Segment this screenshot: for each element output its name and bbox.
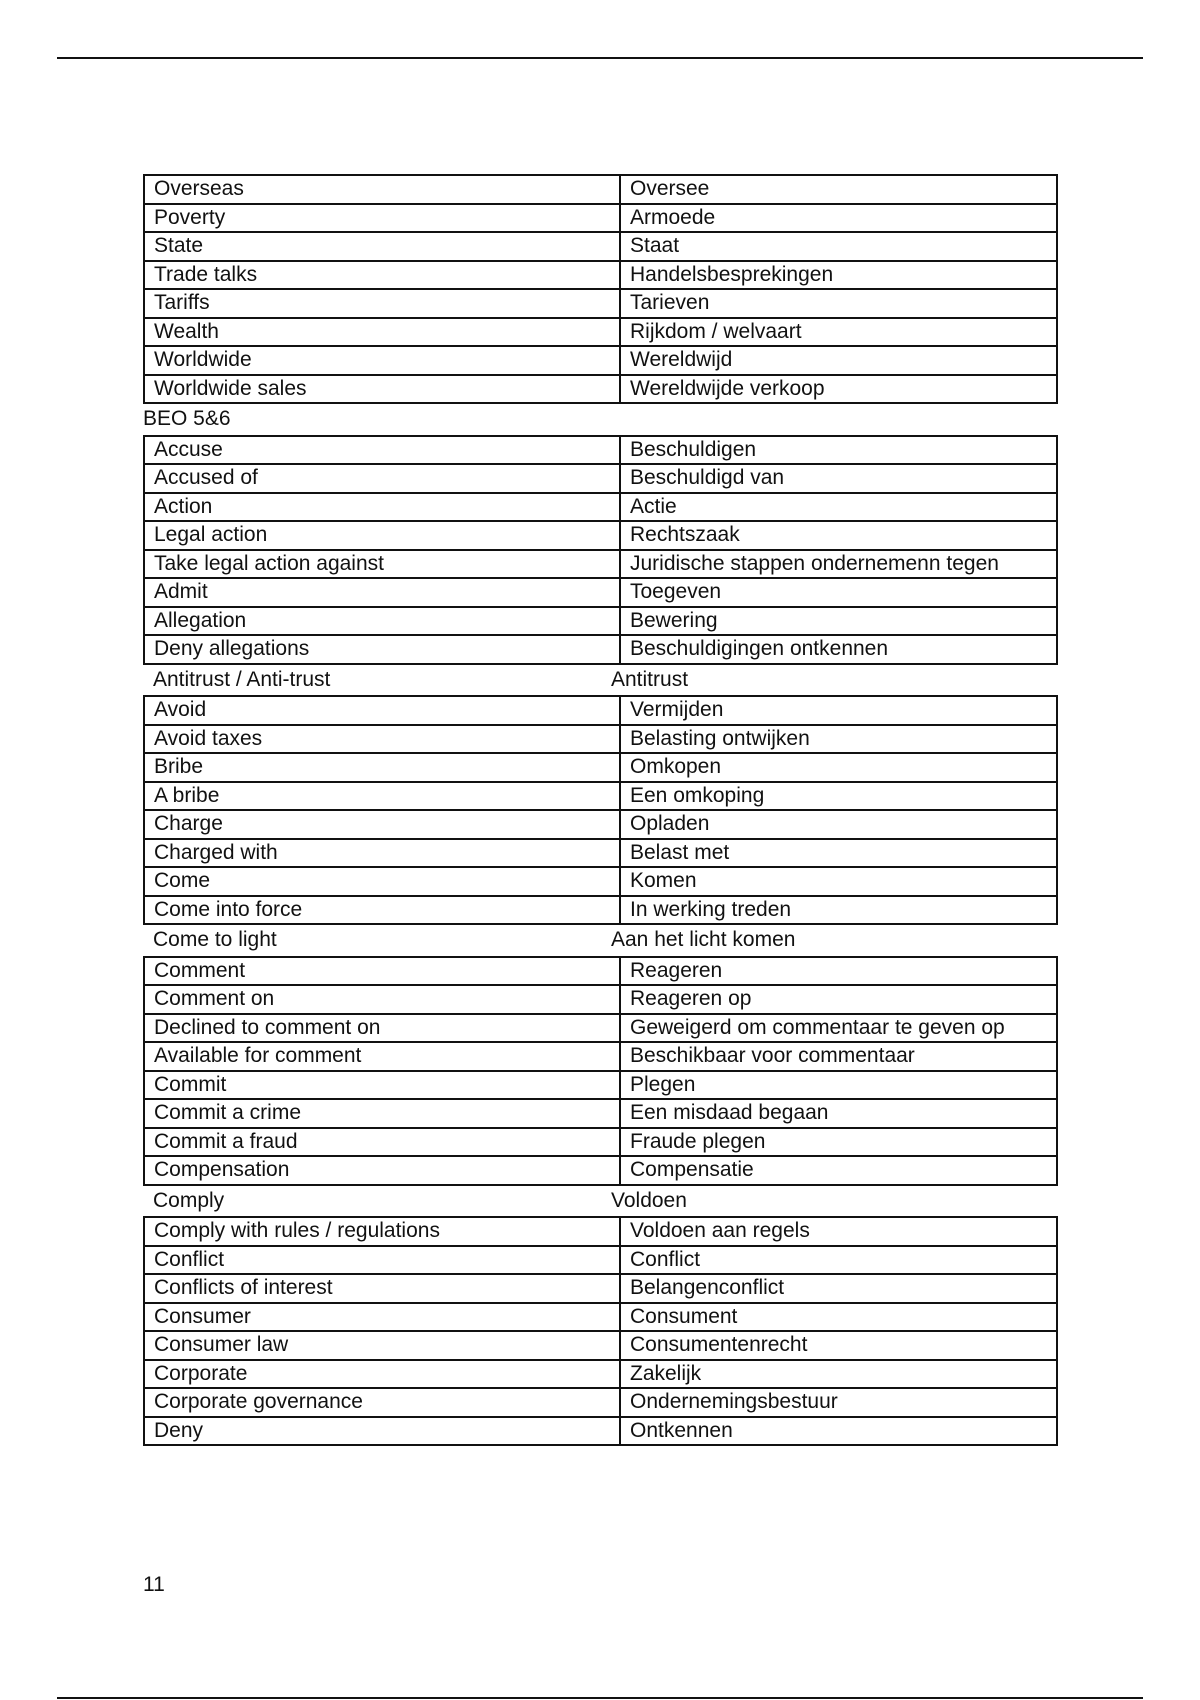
dutch-translation: Rijkdom / welvaart	[620, 318, 1057, 347]
dutch-translation: Belangenconflict	[620, 1274, 1057, 1303]
dutch-translation: Beschuldigingen ontkennen	[620, 635, 1057, 664]
dutch-translation: Antitrust	[611, 667, 689, 691]
dutch-translation: Een omkoping	[620, 782, 1057, 811]
dutch-translation: Tarieven	[620, 289, 1057, 318]
vocabulary-table	[143, 1216, 1058, 1446]
table-row	[144, 1331, 1057, 1360]
dutch-translation: Beschikbaar voor commentaar	[620, 1042, 1057, 1071]
table-row	[144, 839, 1057, 868]
table-row	[144, 204, 1057, 233]
english-term: Admit	[144, 578, 620, 607]
english-term: Deny allegations	[144, 635, 620, 664]
english-term: Come to light	[153, 928, 277, 951]
dutch-translation: Reageren op	[620, 985, 1057, 1014]
dutch-translation: Zakelijk	[620, 1360, 1057, 1389]
table-row	[144, 1128, 1057, 1157]
english-term: Avoid taxes	[144, 725, 620, 754]
table-row	[144, 635, 1057, 664]
table-row	[144, 1417, 1057, 1446]
dutch-translation: Toegeven	[620, 578, 1057, 607]
dutch-translation: Compensatie	[620, 1156, 1057, 1185]
english-term: Available for comment	[144, 1042, 620, 1071]
english-term: Come	[144, 867, 620, 896]
dutch-translation: Vermijden	[620, 696, 1057, 725]
english-term: Action	[144, 493, 620, 522]
english-term: Commit a crime	[144, 1099, 620, 1128]
table-row	[144, 753, 1057, 782]
table-row	[144, 578, 1057, 607]
english-term: Accuse	[144, 436, 620, 465]
table-row	[144, 896, 1057, 925]
english-term: Compensation	[144, 1156, 620, 1185]
english-term: Charged with	[144, 839, 620, 868]
table-row	[144, 261, 1057, 290]
table-row	[144, 464, 1057, 493]
table-row	[144, 1217, 1057, 1246]
dutch-translation: Consumentenrecht	[620, 1331, 1057, 1360]
english-term: Consumer law	[144, 1331, 620, 1360]
dutch-translation: Conflict	[620, 1246, 1057, 1275]
english-term: Comment on	[144, 985, 620, 1014]
table-row	[144, 867, 1057, 896]
dutch-translation: Fraude plegen	[620, 1128, 1057, 1157]
vocabulary-table	[143, 956, 1058, 1186]
table-row	[144, 782, 1057, 811]
dutch-translation: Actie	[620, 493, 1057, 522]
vocabulary-table	[143, 695, 1058, 925]
table-row	[144, 1360, 1057, 1389]
dutch-translation: Beschuldigen	[620, 436, 1057, 465]
table-row	[144, 346, 1057, 375]
table-row	[144, 1071, 1057, 1100]
footer-rule	[57, 1697, 1143, 1699]
dutch-translation: Aan het licht komen	[611, 928, 796, 951]
english-term: Allegation	[144, 607, 620, 636]
english-term: Overseas	[144, 175, 620, 204]
english-term: Commit	[144, 1071, 620, 1100]
table-row	[144, 1388, 1057, 1417]
dutch-translation: Ondernemingsbestuur	[620, 1388, 1057, 1417]
english-term: A bribe	[144, 782, 620, 811]
table-row	[144, 521, 1057, 550]
dutch-translation: Komen	[620, 867, 1057, 896]
vocabulary-table	[143, 174, 1058, 404]
table-row	[144, 175, 1057, 204]
table-row	[144, 1274, 1057, 1303]
table-row	[144, 957, 1057, 986]
english-term: State	[144, 232, 620, 261]
dutch-translation: Staat	[620, 232, 1057, 261]
table-row	[144, 289, 1057, 318]
dutch-translation: Wereldwijd	[620, 346, 1057, 375]
table-row	[144, 810, 1057, 839]
dutch-translation: Reageren	[620, 957, 1057, 986]
vocabulary-list	[143, 174, 1058, 1446]
dutch-translation: Beschuldigd van	[620, 464, 1057, 493]
english-term: Corporate governance	[144, 1388, 620, 1417]
dutch-translation: Rechtszaak	[620, 521, 1057, 550]
unboxed-row	[143, 925, 1058, 956]
english-term: Take legal action against	[144, 550, 620, 579]
dutch-translation: Voldoen	[611, 1188, 687, 1212]
english-term: Tariffs	[144, 289, 620, 318]
header-rule	[57, 57, 1143, 59]
english-term: Come into force	[144, 896, 620, 925]
english-term: Corporate	[144, 1360, 620, 1389]
table-row	[144, 1099, 1057, 1128]
dutch-translation: Belasting ontwijken	[620, 725, 1057, 754]
dutch-translation: Voldoen aan regels	[620, 1217, 1057, 1246]
table-row	[144, 1014, 1057, 1043]
section-heading	[143, 404, 1058, 435]
dutch-translation: Handelsbesprekingen	[620, 261, 1057, 290]
english-term: Conflict	[144, 1246, 620, 1275]
english-term: Consumer	[144, 1303, 620, 1332]
dutch-translation: Oversee	[620, 175, 1057, 204]
unboxed-row	[143, 1186, 1058, 1217]
dutch-translation: Omkopen	[620, 753, 1057, 782]
dutch-translation: Ontkennen	[620, 1417, 1057, 1446]
english-term: Avoid	[144, 696, 620, 725]
table-row	[144, 232, 1057, 261]
table-row	[144, 1246, 1057, 1275]
english-term: Commit a fraud	[144, 1128, 620, 1157]
table-row	[144, 318, 1057, 347]
dutch-translation: Belast met	[620, 839, 1057, 868]
table-row	[144, 375, 1057, 404]
dutch-translation: In werking treden	[620, 896, 1057, 925]
english-term: Declined to comment on	[144, 1014, 620, 1043]
english-term: Legal action	[144, 521, 620, 550]
english-term: Poverty	[144, 204, 620, 233]
english-term: Wealth	[144, 318, 620, 347]
dutch-translation: Plegen	[620, 1071, 1057, 1100]
english-term: Trade talks	[144, 261, 620, 290]
english-term: Deny	[144, 1417, 620, 1446]
section-heading-text: BEO 5&6	[143, 407, 231, 430]
english-term: Worldwide sales	[144, 375, 620, 404]
english-term: Comment	[144, 957, 620, 986]
dutch-translation: Juridische stappen ondernemenn tegen	[620, 550, 1057, 579]
english-term: Charge	[144, 810, 620, 839]
english-term: Conflicts of interest	[144, 1274, 620, 1303]
table-row	[144, 493, 1057, 522]
vocabulary-table	[143, 435, 1058, 665]
unboxed-row	[143, 665, 1058, 696]
dutch-translation: Armoede	[620, 204, 1057, 233]
table-row	[144, 725, 1057, 754]
english-term: Worldwide	[144, 346, 620, 375]
table-row	[144, 1156, 1057, 1185]
dutch-translation: Wereldwijde verkoop	[620, 375, 1057, 404]
english-term: Comply with rules / regulations	[144, 1217, 620, 1246]
dutch-translation: Een misdaad begaan	[620, 1099, 1057, 1128]
table-row	[144, 985, 1057, 1014]
dutch-translation: Consument	[620, 1303, 1057, 1332]
table-row	[144, 550, 1057, 579]
dutch-translation: Opladen	[620, 810, 1057, 839]
dutch-translation: Bewering	[620, 607, 1057, 636]
table-row	[144, 696, 1057, 725]
dutch-translation: Geweigerd om commentaar te geven op	[620, 1014, 1057, 1043]
english-term: Antitrust / Anti-trust	[153, 667, 331, 691]
table-row	[144, 1042, 1057, 1071]
english-term: Accused of	[144, 464, 620, 493]
page-number: 11	[143, 1573, 165, 1596]
table-row	[144, 1303, 1057, 1332]
table-row	[144, 607, 1057, 636]
english-term: Bribe	[144, 753, 620, 782]
english-term: Comply	[153, 1188, 225, 1212]
table-row	[144, 436, 1057, 465]
